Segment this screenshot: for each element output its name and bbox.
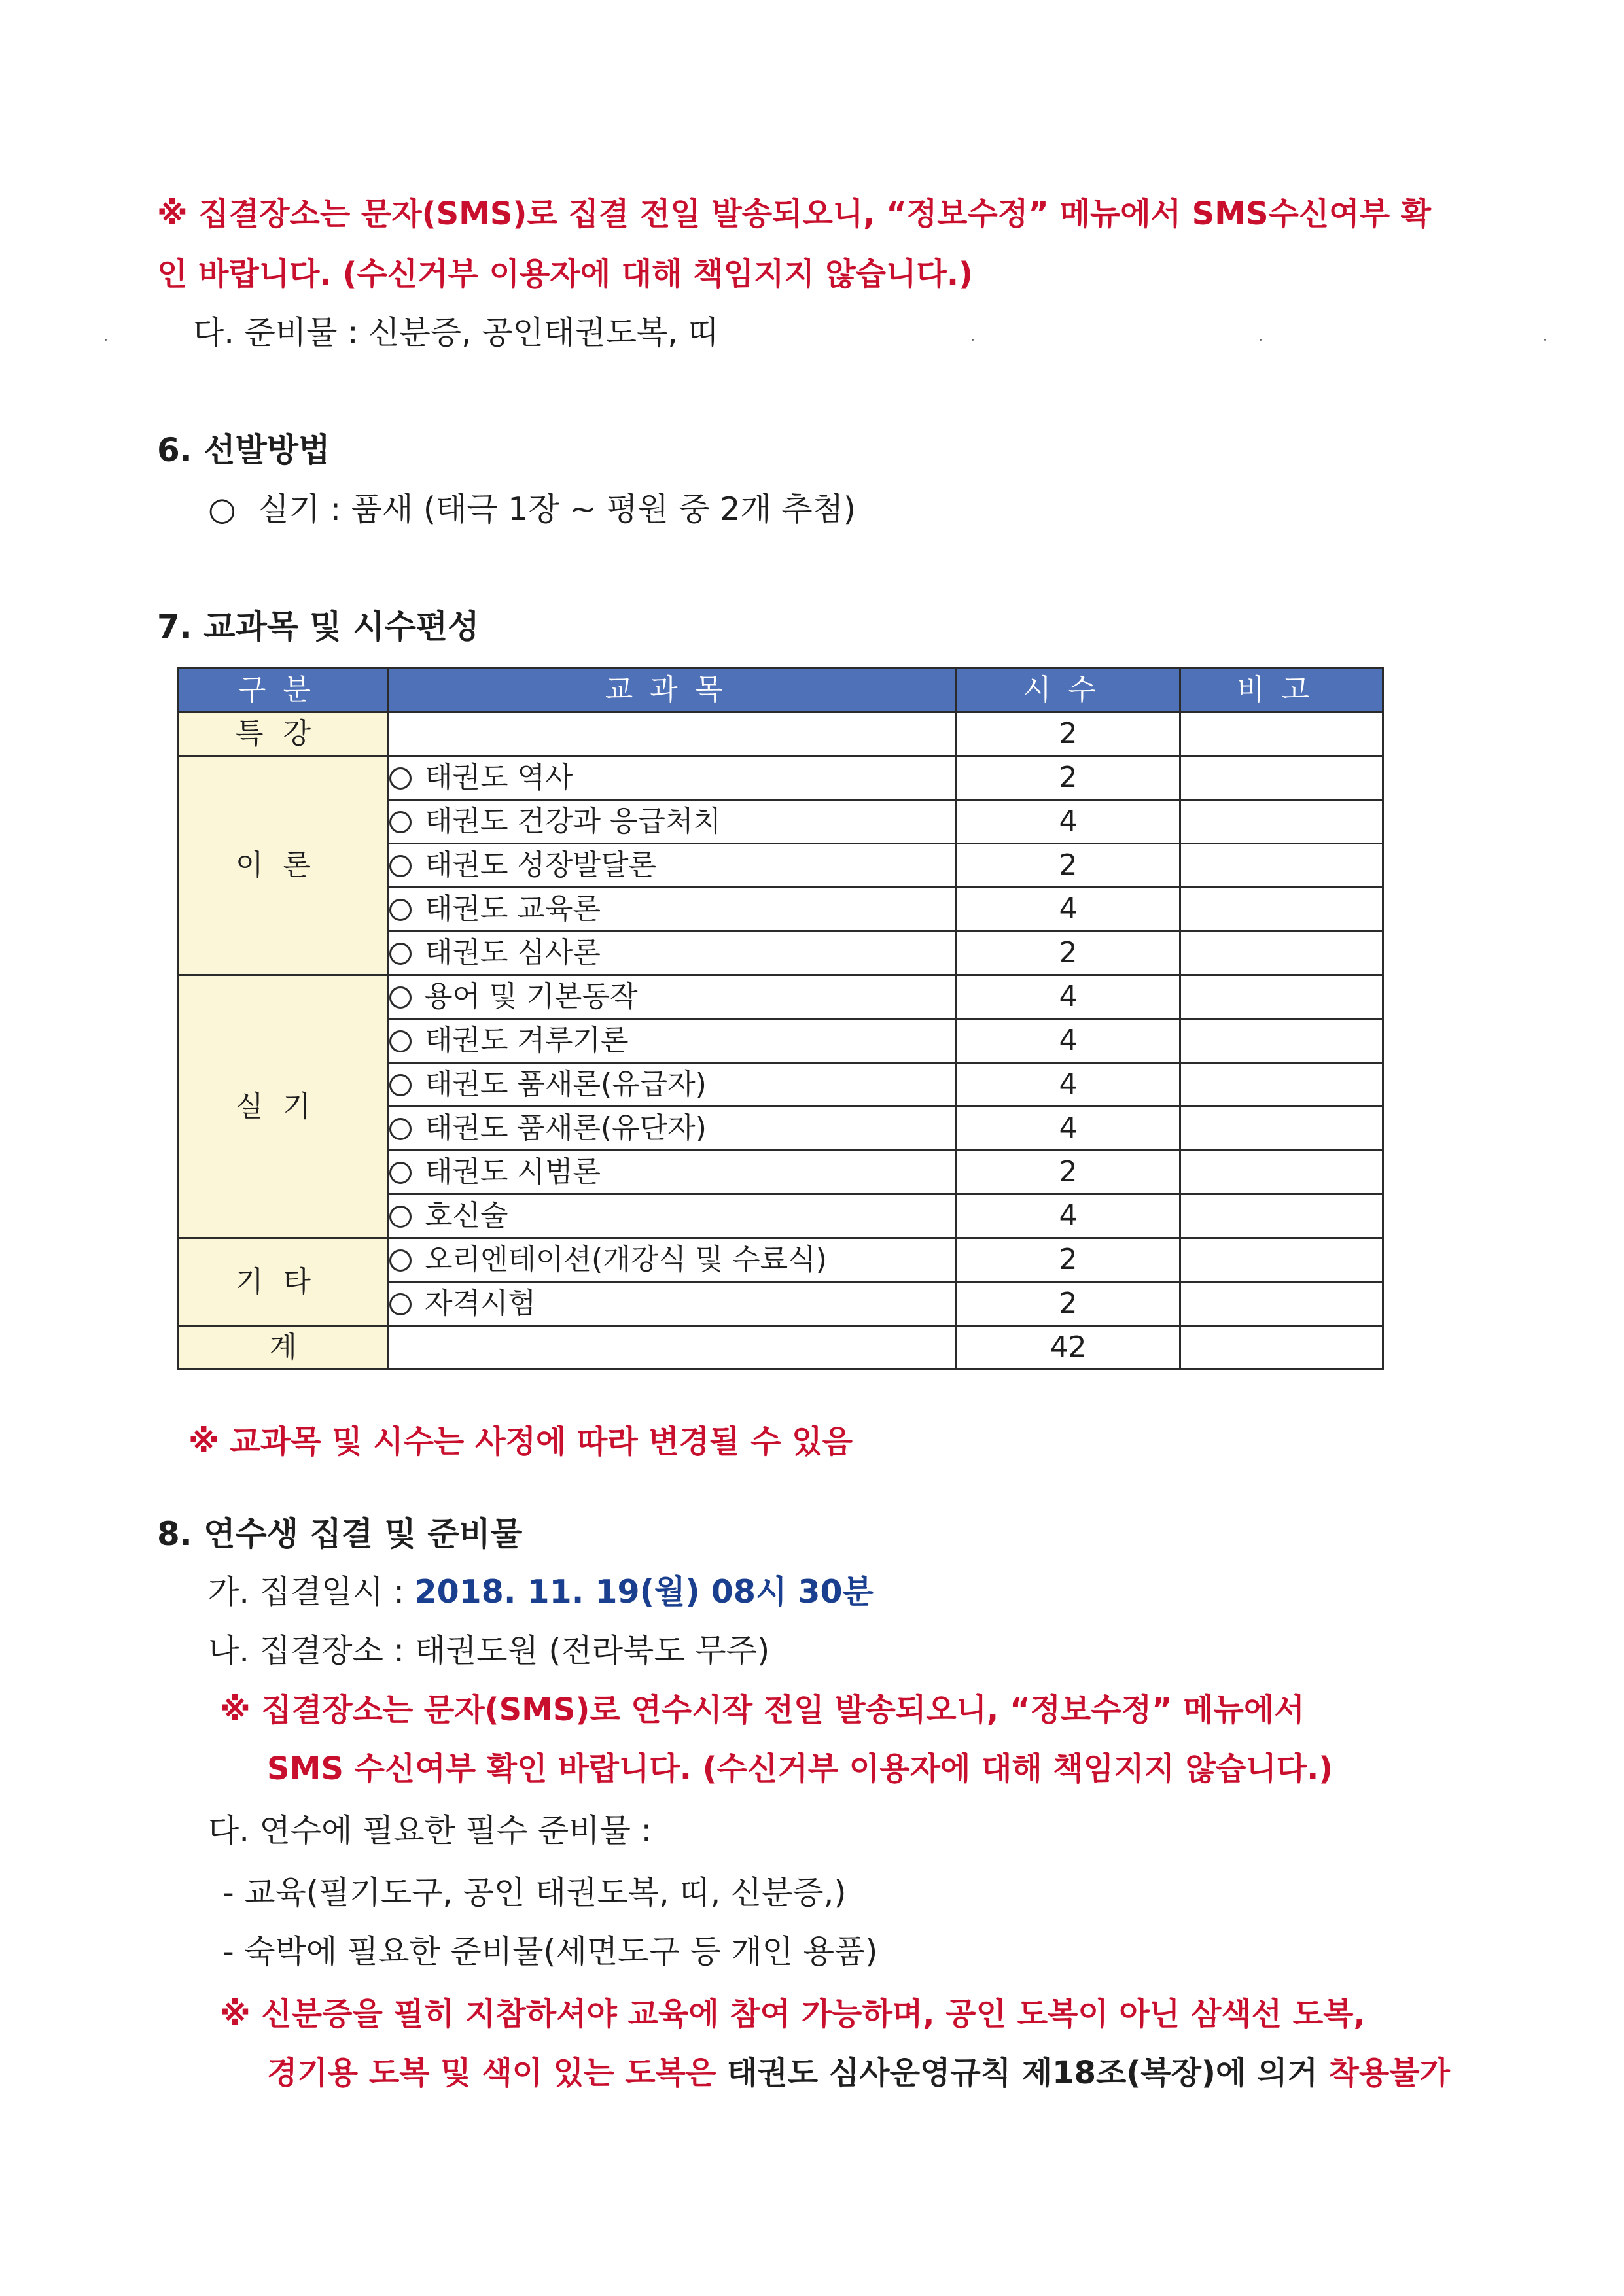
curriculum-note: ※ 교과목 및 시수는 사정에 따라 변경될 수 있음 (188, 1423, 853, 1460)
hours-cell: 4 (957, 1063, 1180, 1107)
scan-speck (1260, 339, 1262, 341)
header-remarks: 비고 (1180, 669, 1383, 712)
table-row (178, 975, 1383, 1019)
section6-item-text: 실기 : 품새 (태극 1장 ~ 평원 중 2개 추첨) (258, 491, 856, 528)
hours-cell: 4 (957, 975, 1180, 1019)
remarks-cell (1180, 1238, 1383, 1282)
circle-bullet-icon (389, 811, 412, 833)
scan-speck (972, 339, 974, 341)
remarks-cell (1180, 1326, 1383, 1370)
circle-bullet-icon (389, 943, 412, 965)
required-items-education: - 교육(필기도구, 공인 태권도복, 띠, 신분증,) (222, 1874, 847, 1911)
table-total-row (178, 1326, 1383, 1370)
prep-items-top: 다. 준비물 : 신분증, 공인태권도복, 띠 (193, 314, 719, 351)
category-cell: 기타 (178, 1238, 389, 1326)
remarks-cell (1180, 975, 1383, 1019)
hours-cell: 2 (957, 756, 1180, 800)
subject-text: 태권도 교육론 (425, 892, 601, 926)
subject-text: 호신술 (425, 1199, 508, 1232)
category-cell: 계 (178, 1326, 389, 1370)
subject-cell (389, 1107, 957, 1151)
remarks-cell (1180, 888, 1383, 931)
header-hours: 시수 (957, 669, 1180, 712)
hours-cell: 2 (957, 712, 1180, 756)
remarks-cell (1180, 1063, 1383, 1107)
subject-text: 용어 및 기본동작 (425, 980, 638, 1013)
section7-title: 7. 교과목 및 시수편성 (157, 608, 480, 646)
subject-cell (389, 1063, 957, 1107)
header-subject: 교과목 (389, 669, 957, 712)
circle-bullet-icon (389, 899, 412, 921)
section8-title: 8. 연수생 집결 및 준비물 (157, 1515, 523, 1553)
table-row (178, 712, 1383, 756)
hours-cell: 4 (957, 888, 1180, 931)
remarks-cell (1180, 1107, 1383, 1151)
assembly-datetime (208, 1567, 874, 1612)
subject-cell (389, 756, 957, 800)
subject-cell (389, 975, 957, 1019)
subject-text: 태권도 건강과 응급처치 (425, 805, 722, 838)
section6-title: 6. 선발방법 (157, 431, 330, 469)
subject-text: 태권도 심사론 (425, 936, 601, 969)
subject-text: 오리엔테이션(개강식 및 수료식) (425, 1243, 827, 1276)
subject-text: 태권도 품새론(유급자) (425, 1068, 707, 1101)
subject-cell (389, 931, 957, 975)
circle-bullet-icon (389, 1030, 412, 1052)
notice-sms-line2: SMS 수신여부 확인 바랍니다. (수신거부 이용자에 대해 책임지지 않습니다.) (267, 1750, 1333, 1787)
assembly-place: 나. 집결장소 : 태권도원 (전라북도 무주) (208, 1632, 770, 1669)
circle-bullet-icon (389, 986, 412, 1009)
notice-uniform-line2 (267, 2047, 1450, 2093)
circle-bullet-icon (389, 1293, 412, 1315)
circle-bullet-icon: ○ (208, 491, 236, 528)
scan-speck (1544, 339, 1546, 341)
subject-cell (389, 800, 957, 844)
subject-cell (389, 888, 957, 931)
hours-cell: 2 (957, 844, 1180, 888)
category-cell: 특강 (178, 712, 389, 756)
hours-cell: 2 (957, 1238, 1180, 1282)
scan-speck (105, 339, 107, 341)
notice-uniform-prohibited: 착용불가 (1328, 2055, 1450, 2091)
hours-cell: 2 (957, 1151, 1180, 1194)
curriculum-table (177, 667, 1384, 1370)
header-category: 구분 (178, 669, 389, 712)
notice-top-line2: 인 바랍니다. (수신거부 이용자에 대해 책임지지 않습니다.) (157, 256, 974, 292)
assembly-datetime-label: 가. 집결일시 : (208, 1573, 415, 1610)
subject-text: 태권도 성장발달론 (425, 848, 657, 882)
subject-cell (389, 844, 957, 888)
subject-text: 자격시험 (425, 1287, 537, 1320)
category-cell: 이론 (178, 756, 389, 975)
required-items-lodging: - 숙박에 필요한 준비물(세면도구 등 개인 용품) (222, 1933, 878, 1970)
hours-cell: 42 (957, 1326, 1180, 1370)
hours-cell: 4 (957, 1107, 1180, 1151)
notice-top-line1: ※ 집결장소는 문자(SMS)로 집결 전일 발송되오니, “정보수정” 메뉴에서 SMS수신여부 확 (157, 196, 1432, 232)
remarks-cell (1180, 931, 1383, 975)
category-cell: 실기 (178, 975, 389, 1238)
hours-cell: 2 (957, 931, 1180, 975)
section6-item (208, 484, 856, 530)
subject-cell (389, 1151, 957, 1194)
assembly-datetime-value: 2018. 11. 19(월) 08시 30분 (414, 1573, 874, 1610)
hours-cell: 2 (957, 1282, 1180, 1326)
subject-cell (389, 1326, 957, 1370)
remarks-cell (1180, 712, 1383, 756)
subject-text: 태권도 겨루기론 (425, 1024, 629, 1057)
hours-cell: 4 (957, 800, 1180, 844)
circle-bullet-icon (389, 1162, 412, 1184)
required-items-title: 다. 연수에 필요한 필수 준비물 : (208, 1812, 652, 1849)
subject-cell (389, 1019, 957, 1063)
subject-cell (389, 1194, 957, 1238)
circle-bullet-icon (389, 767, 412, 790)
remarks-cell (1180, 1151, 1383, 1194)
notice-uniform-line1: ※ 신분증을 필히 지참하셔야 교육에 참여 가능하며, 공인 도복이 아닌 삼색선 도복, (220, 1996, 1366, 2032)
table-row (178, 756, 1383, 800)
subject-cell (389, 712, 957, 756)
remarks-cell (1180, 800, 1383, 844)
circle-bullet-icon (389, 855, 412, 877)
remarks-cell (1180, 756, 1383, 800)
remarks-cell (1180, 1194, 1383, 1238)
notice-uniform-red-part: 경기용 도복 및 색이 있는 도복은 (267, 2055, 728, 2091)
table-row (178, 1238, 1383, 1282)
subject-text: 태권도 시범론 (425, 1155, 601, 1189)
subject-cell (389, 1282, 957, 1326)
hours-cell: 4 (957, 1194, 1180, 1238)
remarks-cell (1180, 1282, 1383, 1326)
circle-bullet-icon (389, 1074, 412, 1096)
circle-bullet-icon (389, 1118, 412, 1140)
subject-text: 태권도 품새론(유단자) (425, 1111, 707, 1145)
table-header-row (178, 669, 1383, 712)
subject-cell (389, 1238, 957, 1282)
remarks-cell (1180, 1019, 1383, 1063)
subject-text: 태권도 역사 (425, 761, 573, 794)
notice-uniform-rule-part: 태권도 심사운영규칙 제18조(복장)에 의거 (727, 2055, 1329, 2091)
notice-sms-line1: ※ 집결장소는 문자(SMS)로 연수시작 전일 발송되오니, “정보수정” 메뉴에서 (220, 1692, 1305, 1728)
circle-bullet-icon (389, 1249, 412, 1272)
circle-bullet-icon (389, 1206, 412, 1228)
remarks-cell (1180, 844, 1383, 888)
hours-cell: 4 (957, 1019, 1180, 1063)
